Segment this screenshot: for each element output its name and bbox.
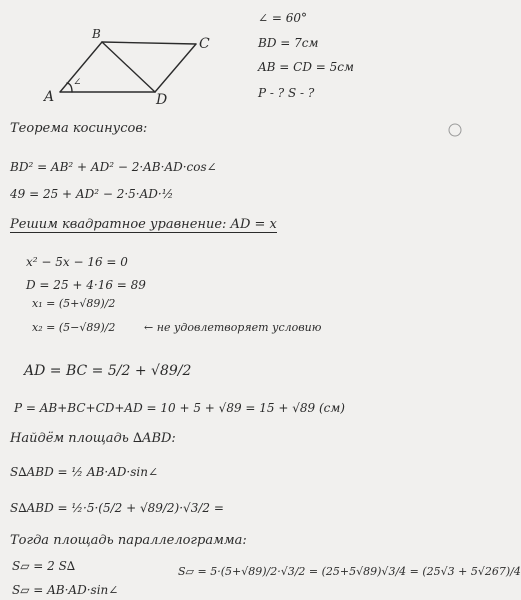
ad-bc-value: AD = BC = 5/2 + √89/2 — [24, 363, 192, 379]
area-triangle-title: Найдём площадь ∆ABD: — [10, 431, 176, 446]
label-b: B — [92, 27, 101, 41]
given-bd: BD = 7см — [258, 36, 319, 50]
solve-x2-note: ← не удовлетворяет условию — [144, 321, 322, 334]
label-c: C — [199, 36, 210, 52]
side-bc — [102, 42, 196, 44]
angle-arc — [67, 83, 72, 92]
area-parallelogram-relation: S▱ = 2 S∆ — [12, 559, 76, 573]
perimeter-formula: P = AB+BC+CD+AD = 10 + 5 + √89 = 15 + √89 (см) — [14, 401, 345, 415]
label-alpha: ∠ — [73, 77, 82, 88]
theorem-formula: BD² = AB² + AD² − 2·AB·AD·cos∠ — [10, 160, 217, 174]
area-parallelogram-title: Тогда площадь параллелограмма: — [10, 533, 247, 548]
margin-mark — [449, 124, 461, 136]
area-triangle-substituted: S∆ABD = ½·5·(5/2 + √89/2)·√3/2 = — [10, 501, 224, 515]
solve-x2: x₂ = (5−√89)/2 — [32, 321, 116, 334]
solve-x1: x₁ = (5+√89)/2 — [32, 297, 116, 310]
given-ab-cd: AB = CD = 5см — [258, 60, 354, 74]
solve-equation: x² − 5x − 16 = 0 — [26, 255, 128, 269]
area-parallelogram-formula: S▱ = AB·AD·sin∠ — [12, 583, 119, 597]
label-a: A — [44, 89, 55, 105]
area-triangle-formula: S∆ABD = ½ AB·AD·sin∠ — [10, 465, 159, 479]
diagonal-bd — [102, 42, 155, 92]
given-find: P - ? S - ? — [258, 86, 315, 100]
given-alpha: ∠ = 60° — [258, 11, 308, 25]
solve-discriminant: D = 25 + 4·16 = 89 — [26, 278, 146, 292]
label-d: D — [156, 92, 168, 108]
theorem-title: Теорема косинусов: — [10, 121, 148, 136]
side-cd — [155, 44, 196, 92]
solve-title: Решим квадратное уравнение: AD = x — [10, 217, 277, 232]
theorem-substituted: 49 = 25 + AD² − 2·5·AD·½ — [10, 187, 174, 201]
area-parallelogram-substituted: S▱ = 5·(5+√89)/2·√3/2 = (25+5√89)√3/4 = (25√3 + 5√267)/4 — [178, 565, 521, 578]
